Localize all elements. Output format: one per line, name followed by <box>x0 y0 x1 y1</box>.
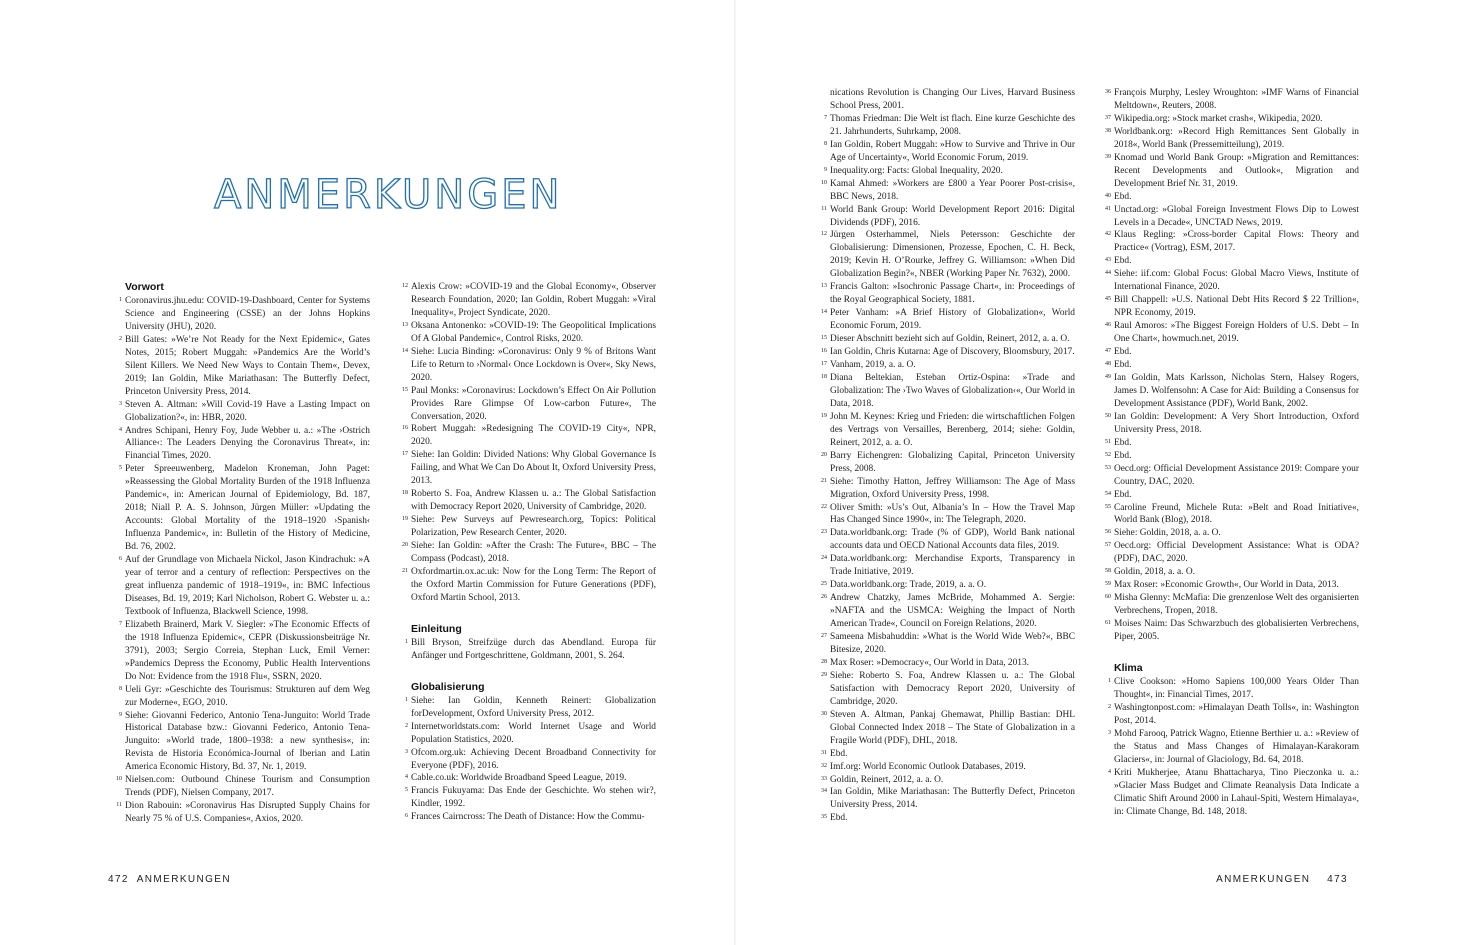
note-item <box>117 295 370 334</box>
note-item <box>117 463 370 554</box>
note-number: 36 <box>1105 89 1111 95</box>
note-text: Washingtonpost.com: »Himalayan Death Tolls«, in: Washington Post, 2014. <box>1114 702 1359 726</box>
note-item <box>822 87 1075 113</box>
note-text: Ebd. <box>1114 450 1132 461</box>
section-heading: Klima <box>1114 661 1143 674</box>
note-text: John M. Keynes: Krieg und Frieden: die wirtschaftlichen Folgen des Vertrags von Versailles, Berenberg, 2014; siehe: Goldin, Reinert, 2012, a. a. O. <box>830 411 1075 448</box>
section-gap <box>403 605 656 622</box>
note-item <box>822 204 1075 230</box>
note-item <box>1106 191 1359 204</box>
note-item <box>1106 527 1359 540</box>
note-text: Andres Schipani, Henry Foy, Jude Webber u. a.: »The ›Ostrich Alliance‹: The Leaders Denying the Coronavirus Threat«, in: Financial Times, 2020. <box>125 425 370 462</box>
note-item <box>117 334 370 399</box>
note-text: Caroline Freund, Michele Ruta: »Belt and Road Initiative«, World Bank (Blog), 2018. <box>1114 502 1359 526</box>
note-text: Bill Chappell: »U.S. National Debt Hits Record $ 22 Trillion«, NPR Economy, 2019. <box>1114 295 1359 319</box>
note-number: 19 <box>821 412 827 419</box>
note-number: 13 <box>821 283 827 290</box>
note-item <box>822 748 1075 761</box>
note-item <box>403 747 656 773</box>
note-text: François Murphy, Lesley Wroughton: »IMF Warns of Financial Meltdown«, Reuters, 2008. <box>1114 88 1359 111</box>
note-text: Siehe: Roberto S. Foa, Andrew Klassen u. a.: The Global Satisfaction with Democracy Report 2020, University of Cambridge, 2020. <box>830 670 1075 707</box>
note-item <box>822 165 1075 178</box>
note-number: 32 <box>821 762 827 769</box>
note-number: 45 <box>1105 296 1111 303</box>
note-item <box>1106 152 1359 191</box>
note-number: 3 <box>405 748 408 755</box>
note-number: 4 <box>1108 768 1111 775</box>
note-number: 48 <box>1105 361 1111 368</box>
note-text: Sameena Misbahuddin: »What is the World Wide Web?«, BBC Bitesize, 2020. <box>830 632 1075 655</box>
note-number: 6 <box>405 813 408 820</box>
note-number: 18 <box>402 490 408 497</box>
note-text: Ebd. <box>1114 256 1132 267</box>
page-number-left: 472 <box>108 874 129 885</box>
note-text: nications Revolution is Changing Our Lives, Harvard Business School Press, 2001. <box>830 88 1075 111</box>
note-number: 28 <box>821 658 827 665</box>
notes-column-3 <box>822 87 1075 825</box>
note-text: Oliver Smith: »Us’s Out, Albania’s In – How the Travel Map Has Changed Since 1990«, in: The Telegraph, 2020. <box>830 502 1075 526</box>
note-item <box>117 774 370 800</box>
note-item <box>403 695 656 721</box>
note-text: Robert Muggah: »Redesigning The COVID-19 City«, NPR, 2020. <box>411 424 656 448</box>
note-text: Misha Glenny: McMafia: Die grenzenlose Welt des organisierten Verbrechens, Tropen, 2018. <box>1114 593 1359 617</box>
note-number: 10 <box>821 179 827 186</box>
note-item <box>403 721 656 747</box>
note-item <box>822 502 1075 528</box>
note-text: Kamal Ahmed: »Workers are £800 a Year Poorer Post-crisis«, BBC News, 2018. <box>830 178 1075 202</box>
note-text: Wikipedia.org: »Stock market crash«, Wikipedia, 2020. <box>1114 113 1323 124</box>
note-item <box>822 774 1075 787</box>
note-text: Steven A. Altman, Pankaj Ghemawat, Phillip Bastian: DHL Global Connected Index 2018 – The State of Globalization in a Fragile World (PDF), DHL, 2018. <box>830 709 1075 746</box>
section-gap <box>403 663 656 680</box>
page-number-right: 473 <box>1327 874 1348 885</box>
note-text: Clive Cookson: »Homo Sapiens 100,000 Years Older Than Thought«, in: Financial Times, 2017. <box>1114 676 1359 700</box>
note-item <box>822 346 1075 359</box>
note-text: Francis Fukuyama: Das Ende der Geschichte. Wo stehen wir?, Kindler, 1992. <box>411 786 656 810</box>
note-number: 59 <box>1105 581 1111 588</box>
note-text: Ian Goldin, Mats Karlsson, Nicholas Stern, Halsey Rogers, James D. Wolfensohn: A Case for Aid: Building a Consensus for Development Assistance (PDF), World Bank, 2002. <box>1114 372 1359 409</box>
note-item <box>822 476 1075 502</box>
note-number: 11 <box>821 205 827 212</box>
note-number: 2 <box>119 335 122 342</box>
note-text: Ian Goldin: Development: A Very Short Introduction, Oxford University Press, 2018. <box>1114 411 1359 435</box>
note-number: 14 <box>402 347 408 354</box>
note-text: Alexis Crow: »COVID-19 and the Global Economy«, Observer Research Foundation, 2020; Ian Goldin, Robert Muggah: »Viral Inequality«, Project Syndicate, 2020. <box>411 282 656 318</box>
note-text: Siehe: Giovanni Federico, Antonio Tena-Junguito: World Trade Historical Database bzw.: Giovanni Federico, Antonio Tena-Junguito: »World trade, 1800–1938: a new synthesis«, in: Revista de Historia Económica-Journal of Iberian and Latin America Economic History, Bd. 37, Nr. 1, 2019. <box>125 710 370 773</box>
note-number: 16 <box>402 425 408 432</box>
note-text: Barry Eichengren: Globalizing Capital, Princeton University Press, 2008. <box>830 450 1075 474</box>
note-text: Inequality.org: Facts: Global Inequality, 2020. <box>830 165 1003 176</box>
note-item <box>403 772 656 785</box>
note-text: Kriti Mukherjee, Atanu Bhattacharya, Tino Pieczonka u. a.: »Glacier Mass Budget and Climate Reanalysis Data Indicate a Climatic Shift Around 2000 in Lahaul-Spiti, Western Himalaya«, in: Climate Change, Bd. 148, 2018. <box>1114 767 1359 817</box>
note-item <box>822 229 1075 281</box>
note-number: 8 <box>824 140 827 147</box>
folio-left <box>108 874 231 885</box>
note-number: 54 <box>1105 490 1111 497</box>
note-item <box>1106 294 1359 320</box>
note-number: 7 <box>824 114 827 121</box>
note-item <box>822 139 1075 165</box>
note-item <box>403 320 656 346</box>
running-head-left: ANMERKUNGEN <box>136 874 231 885</box>
notes-column-1 <box>117 280 370 826</box>
note-item <box>1106 502 1359 528</box>
note-number: 46 <box>1105 322 1111 329</box>
note-number: 56 <box>1105 529 1111 536</box>
note-item <box>117 554 370 619</box>
note-item <box>822 450 1075 476</box>
note-number: 17 <box>821 361 827 368</box>
note-item <box>822 631 1075 657</box>
note-item <box>822 359 1075 372</box>
note-item <box>1106 450 1359 463</box>
note-item <box>117 425 370 464</box>
note-number: 53 <box>1105 464 1111 471</box>
note-number: 14 <box>821 309 827 316</box>
note-item <box>403 449 656 488</box>
note-number: 20 <box>402 542 408 549</box>
note-item <box>1106 411 1359 437</box>
note-text: Goldin, Reinert, 2012, a. a. O. <box>830 774 944 785</box>
note-item <box>403 514 656 540</box>
note-number: 2 <box>1108 703 1111 710</box>
note-number: 15 <box>821 335 827 342</box>
note-number: 47 <box>1105 348 1111 355</box>
note-number: 34 <box>821 788 827 795</box>
note-item <box>1106 113 1359 126</box>
note-number: 8 <box>119 685 122 692</box>
note-number: 16 <box>821 348 827 355</box>
note-item <box>1106 320 1359 346</box>
note-item <box>1106 702 1359 728</box>
note-text: Ian Goldin, Chris Kutarna: Age of Discovery, Bloomsbury, 2017. <box>830 347 1075 358</box>
note-text: Imf.org: World Economic Outlook Databases, 2019. <box>830 761 1026 772</box>
note-number: 50 <box>1105 412 1111 419</box>
note-number: 9 <box>824 166 827 173</box>
note-number: 4 <box>405 774 408 781</box>
note-text: Dion Rabouin: »Coronavirus Has Disrupted Supply Chains for Nearly 75 % of U.S. Companies«, Axios, 2020. <box>125 801 370 825</box>
note-item <box>403 637 656 663</box>
note-number: 60 <box>1105 594 1111 601</box>
note-item <box>117 684 370 710</box>
note-number: 2 <box>405 722 408 729</box>
note-item <box>1106 87 1359 113</box>
note-item <box>822 333 1075 346</box>
section-heading: Globalisierung <box>411 680 485 693</box>
note-item <box>1106 566 1359 579</box>
note-text: Unctad.org: »Global Foreign Investment Flows Dip to Lowest Levels in a Decade«, UNCTAD News, 2019. <box>1114 204 1359 228</box>
note-number: 38 <box>1105 127 1111 134</box>
note-item <box>822 812 1075 825</box>
note-item <box>1106 618 1359 644</box>
note-item <box>1106 372 1359 411</box>
note-text: Data.worldbank.org: Merchandise Exports, Transparency in Trade Initiative, 2019. <box>830 554 1075 578</box>
section-heading: Vorwort <box>125 281 164 293</box>
note-number: 1 <box>405 696 408 703</box>
section-gap <box>1106 644 1359 661</box>
note-text: Bill Bryson, Streifzüge durch das Abendland. Europa für Anfänger und Fortgeschrittene, Goldmann, 2001, S. 264. <box>411 637 656 661</box>
note-text: Siehe: Ian Goldin: »After the Crash: The Future«, BBC – The Compass (Podcast), 2018. <box>411 541 656 565</box>
note-text: Diana Beltekian, Esteban Ortiz-Ospina: »Trade and Globalization: The ›Two Waves of Globalization‹«, Our World in Data, 2018. <box>830 372 1075 409</box>
note-text: Knomad und World Bank Group: »Migration and Remittances: Recent Developments and Outlook«, Migration and Development Brief Nr. 31, 2019. <box>1114 152 1359 189</box>
note-text: Oksana Antonenko: »COVID-19: The Geopolitical Implications Of A Global Pandemic«, Control Risks, 2020. <box>411 320 656 344</box>
note-number: 6 <box>119 556 122 563</box>
note-item <box>822 527 1075 553</box>
note-text: Siehe: Timothy Hatton, Jeffrey Williamson: The Age of Mass Migration, Oxford University Press, 1998. <box>830 476 1075 500</box>
note-text: Frances Cairncross: The Death of Distance: How the Commu- <box>411 812 645 823</box>
note-number: 55 <box>1105 503 1111 510</box>
note-item <box>1106 229 1359 255</box>
note-item <box>1106 676 1359 702</box>
note-text: Peter Spreeuwenberg, Madelon Kroneman, John Paget: »Reassessing the Global Mortality Burden of the 1918 Influenza Pandemic«, in: American Journal of Epidemiology, Bd. 187, 2018; Niall P. A. S. Johnson, Jürgen Müller: »Updating the Accounts: Global Mortality of the 1918–1920 ›Spanish‹ Influenza Pandemic«, in: Bulletin of the History of Medicine, Bd. 76, 2002. <box>125 464 370 553</box>
note-item <box>403 540 656 566</box>
note-text: Ueli Gyr: »Geschichte des Tourismus: Strukturen auf dem Weg zur Moderne«, EGO, 2010. <box>125 684 370 708</box>
note-item <box>822 372 1075 411</box>
note-item <box>403 385 656 424</box>
note-text: Cable.co.uk: Worldwide Broadband Speed League, 2019. <box>411 773 627 784</box>
note-number: 58 <box>1105 568 1111 575</box>
section-heading: Einleitung <box>411 622 462 635</box>
note-number: 3 <box>119 400 122 407</box>
note-item <box>1106 437 1359 450</box>
note-item <box>117 619 370 684</box>
note-number: 15 <box>402 386 408 393</box>
note-text: Data.worldbank.org: Trade, 2019, a. a. O. <box>830 580 987 591</box>
note-number: 57 <box>1105 542 1111 549</box>
note-number: 4 <box>119 426 122 433</box>
note-text: Coronavirus.jhu.edu: COVID-19-Dashboard, Center for Systems Science and Engineering (CSSE) an der Johns Hopkins University (JHU), 2020. <box>125 296 370 332</box>
note-text: Andrew Chatzky, James McBride, Mohammed A. Sergie: »NAFTA and the USMCA: Weighing the Impact of North American Trade«, Council on Foreign Relations, 2020. <box>830 593 1075 630</box>
note-number: 52 <box>1105 451 1111 458</box>
note-number: 49 <box>1105 373 1111 380</box>
note-number: 7 <box>119 620 122 627</box>
note-text: Elizabeth Brainerd, Mark V. Siegler: »The Economic Effects of the 1918 Influenza Epidemic«, CEPR (Diskussionsbeiträge Nr. 3791), 2003; Sergio Correia, Stephan Luck, Emil Verner: »Pandemics Depress the Economy, Public Health Interventions Do Not: Evidence from the 1918 Flu«, SSRN, 2020. <box>125 619 370 682</box>
note-text: Francis Galton: »Isochronic Passage Chart«, in: Proceedings of the Royal Geographical Society, 1881. <box>830 282 1075 306</box>
note-number: 22 <box>821 503 827 510</box>
note-text: Data.worldbank.org: Trade (% of GDP), World Bank national accounts data und OECD National Accounts data files, 2019. <box>830 528 1075 552</box>
note-item <box>1106 268 1359 294</box>
note-text: Ebd. <box>1114 489 1132 500</box>
note-item <box>822 411 1075 450</box>
running-head-right: ANMERKUNGEN <box>1216 874 1311 885</box>
note-item <box>822 553 1075 579</box>
note-text: Siehe: Ian Goldin, Kenneth Reinert: Globalization forDevelopment, Oxford University Press, 2012. <box>411 695 656 719</box>
note-text: Internetworldstats.com: World Internet Usage and World Population Statistics, 2020. <box>411 721 656 745</box>
note-item <box>403 785 656 811</box>
book-spine <box>734 0 736 945</box>
note-text: Ebd. <box>1114 437 1132 448</box>
note-item <box>1106 126 1359 152</box>
note-item <box>1106 540 1359 566</box>
note-number: 12 <box>402 283 408 289</box>
note-number: 1 <box>405 638 408 645</box>
note-text: Steven A. Altman: »Will Covid-19 Have a Lasting Impact on Globalization?«, in: HBR, 2020. <box>125 399 370 423</box>
note-number: 17 <box>402 451 408 458</box>
note-number: 51 <box>1105 438 1111 445</box>
note-number: 24 <box>821 555 827 562</box>
note-text: World Bank Group: World Development Report 2016: Digital Dividends (PDF), 2016. <box>830 204 1075 228</box>
note-item <box>822 592 1075 631</box>
note-text: Nielsen.com: Outbound Chinese Tourism and Consumption Trends (PDF), Nielsen Company, 2017. <box>125 775 370 799</box>
note-item <box>1106 579 1359 592</box>
note-text: Siehe: Goldin, 2018, a. a. O. <box>1114 528 1221 539</box>
note-item <box>822 307 1075 333</box>
note-text: Ebd. <box>1114 360 1132 371</box>
note-item <box>117 710 370 775</box>
note-text: Max Roser: »Economic Growth«, Our World in Data, 2013. <box>1114 580 1339 591</box>
note-number: 18 <box>821 373 827 380</box>
note-text: Thomas Friedman: Die Welt ist flach. Eine kurze Geschichte des 21. Jahrhunderts, Suhrkamp, 2008. <box>830 113 1075 137</box>
note-number: 19 <box>402 516 408 523</box>
note-number: 44 <box>1105 270 1111 277</box>
note-item <box>1106 463 1359 489</box>
note-number: 31 <box>821 749 827 756</box>
note-item <box>403 566 656 605</box>
note-text: Siehe: iif.com: Global Focus: Global Macro Views, Institute of International Finance, 2020. <box>1114 269 1359 293</box>
note-number: 11 <box>116 802 122 809</box>
note-item <box>1106 204 1359 230</box>
note-item <box>1106 346 1359 359</box>
note-text: Ofcom.org.uk: Achieving Decent Broadband Connectivity for Everyone (PDF), 2016. <box>411 747 656 771</box>
note-text: Bill Gates: »We’re Not Ready for the Next Epidemic«, Gates Notes, 2015; Robert Muggah: »Pandemics Are the World’s Silent Killers. We Need New Ways to Contain Them«, Devex, 2019; Ian Goldin, Mike Mariathasan: The Butterfly Defect, Princeton University Press, 2014. <box>125 334 370 397</box>
note-text: Jürgen Osterhammel, Niels Petersson: Geschichte der Globalisierung: Dimensionen, Prozesse, Epochen, C. H. Beck, 2019; Kevin H. O’Rourke, Jeffrey G. Williamson: »When Did Globalization Begin?«, NBER (Working Paper Nr. 7632), 2000. <box>830 230 1075 280</box>
note-text: Moises Naim: Das Schwarzbuch des globalisierten Verbrechens, Piper, 2005. <box>1114 619 1359 643</box>
note-item <box>822 670 1075 709</box>
note-text: Oxfordmartin.ox.ac.uk: Now for the Long Term: The Report of the Oxford Martin Commission for Future Generations (PDF), Oxford Martin School, 2013. <box>411 566 656 603</box>
note-item <box>117 800 370 826</box>
note-item <box>822 281 1075 307</box>
note-item <box>403 811 656 824</box>
note-item <box>822 579 1075 592</box>
note-number: 21 <box>402 567 408 574</box>
folio-right <box>1216 874 1348 885</box>
note-text: Ebd. <box>1114 191 1132 202</box>
note-item <box>1106 728 1359 767</box>
note-number: 42 <box>1105 231 1111 238</box>
note-number: 3 <box>1108 729 1111 736</box>
note-number: 39 <box>1105 153 1111 160</box>
note-number: 13 <box>402 321 408 328</box>
note-item <box>822 786 1075 812</box>
note-item <box>822 178 1075 204</box>
note-text: Auf der Grundlage von Michaela Nickol, Jason Kindrachuk: »A year of terror and a century of reflection: Perspectives on the great influenza pandemic of 1918–1919«, in: BMC Infectious Diseases, Bd. 19, 2019; Karl Nicholson, Robert G. Webster u. a.: Textbook of Influenza, Blackwell Science, 1998. <box>125 555 370 617</box>
note-number: 41 <box>1105 205 1111 212</box>
note-item <box>403 488 656 514</box>
note-text: Siehe: Lucia Binding: »Coronavirus: Only 9 % of Britons Want Life to Return to ›Normal‹ Once Lockdown is Over«, Sky News, 2020. <box>411 346 656 383</box>
note-number: 29 <box>821 671 827 678</box>
note-text: Siehe: Pew Surveys auf Pewresearch.org, Topics: Political Polarization, Pew Research Center, 2020. <box>411 515 656 539</box>
note-number: 5 <box>405 787 408 794</box>
note-number: 21 <box>821 477 827 484</box>
note-number: 26 <box>821 594 827 601</box>
note-item <box>1106 255 1359 268</box>
note-number: 27 <box>821 633 827 640</box>
note-number: 40 <box>1105 192 1111 199</box>
note-number: 1 <box>1108 677 1111 684</box>
note-number: 37 <box>1105 114 1111 121</box>
note-item <box>1106 592 1359 618</box>
note-number: 5 <box>119 465 122 472</box>
note-text: Ian Goldin, Mike Mariathasan: The Butterfly Defect, Princeton University Press, 2014. <box>830 787 1075 811</box>
notes-column-4 <box>1106 87 1359 818</box>
notes-column-2 <box>403 281 656 824</box>
note-item <box>1106 359 1359 372</box>
note-text: Paul Monks: »Coronavirus: Lockdown’s Effect On Air Pollution Provides Rare Glimpse Of Low-carbon Future«, The Conversation, 2020. <box>411 385 656 422</box>
note-number: 35 <box>821 814 827 821</box>
note-number: 61 <box>1105 620 1111 627</box>
note-text: Ebd. <box>1114 347 1132 358</box>
note-text: Siehe: Ian Goldin: Divided Nations: Why Global Governance Is Failing, and What We Can Do About It, Oxford University Press, 2013. <box>411 450 656 487</box>
note-number: 33 <box>821 775 827 782</box>
note-item <box>822 761 1075 774</box>
note-item <box>403 346 656 385</box>
note-item <box>1106 767 1359 819</box>
note-text: Goldin, 2018, a. a. O. <box>1114 567 1195 578</box>
note-text: Klaus Regling: »Cross-border Capital Flows: Theory and Practice« (Vortrag), ESM, 2017. <box>1114 230 1359 254</box>
note-number: 12 <box>821 231 827 238</box>
note-item <box>403 423 656 449</box>
note-item <box>822 113 1075 139</box>
note-item <box>822 657 1075 670</box>
page-title: ANMERKUNGEN <box>214 172 563 218</box>
note-text: Ian Goldin, Robert Muggah: »How to Survive and Thrive in Our Age of Uncertainty«, World Economic Forum, 2019. <box>830 139 1075 163</box>
note-text: Mohd Farooq, Patrick Wagno, Etienne Berthier u. a.: »Review of the Status and Mass Changes of Himalayan-Karakoram Glaciers«, in: Journal of Glaciology, Bd. 64, 2018. <box>1114 728 1359 765</box>
note-number: 9 <box>119 711 122 718</box>
note-text: Roberto S. Foa, Andrew Klassen u. a.: The Global Satisfaction with Democracy Report 2020, University of Cambridge, 2020. <box>411 489 656 513</box>
note-number: 43 <box>1105 257 1111 264</box>
note-text: Ebd. <box>830 748 848 759</box>
note-text: Dieser Abschnitt bezieht sich auf Goldin, Reinert, 2012, a. a. O. <box>830 334 1070 345</box>
note-text: Peter Vanham: »A Brief History of Globalization«, World Economic Forum, 2019. <box>830 308 1075 332</box>
note-number: 25 <box>821 581 827 588</box>
note-number: 30 <box>821 710 827 717</box>
note-number: 10 <box>116 776 122 783</box>
note-text: Oecd.org: Official Development Assistance 2019: Compare your Country, DAC, 2020. <box>1114 463 1359 487</box>
note-text: Raul Amoros: »The Biggest Foreign Holders of U.S. Debt – In One Chart«, howmuch.net, 2019. <box>1114 321 1359 345</box>
note-item <box>117 399 370 425</box>
note-text: Ebd. <box>830 813 848 824</box>
note-number: 20 <box>821 451 827 458</box>
note-number: 23 <box>821 529 827 536</box>
note-text: Oecd.org: Official Development Assistance: What is ODA? (PDF), DAC, 2020. <box>1114 541 1359 565</box>
note-text: Worldbank.org: »Record High Remittances Sent Globally in 2018«, World Bank (Pressemitteilung), 2019. <box>1114 126 1359 150</box>
note-item <box>1106 489 1359 502</box>
note-item <box>403 281 656 320</box>
note-item <box>822 709 1075 748</box>
note-text: Max Roser: »Democracy«, Our World in Data, 2013. <box>830 657 1030 668</box>
note-number: 1 <box>119 297 122 303</box>
note-text: Vanham, 2019, a. a. O. <box>830 360 916 371</box>
